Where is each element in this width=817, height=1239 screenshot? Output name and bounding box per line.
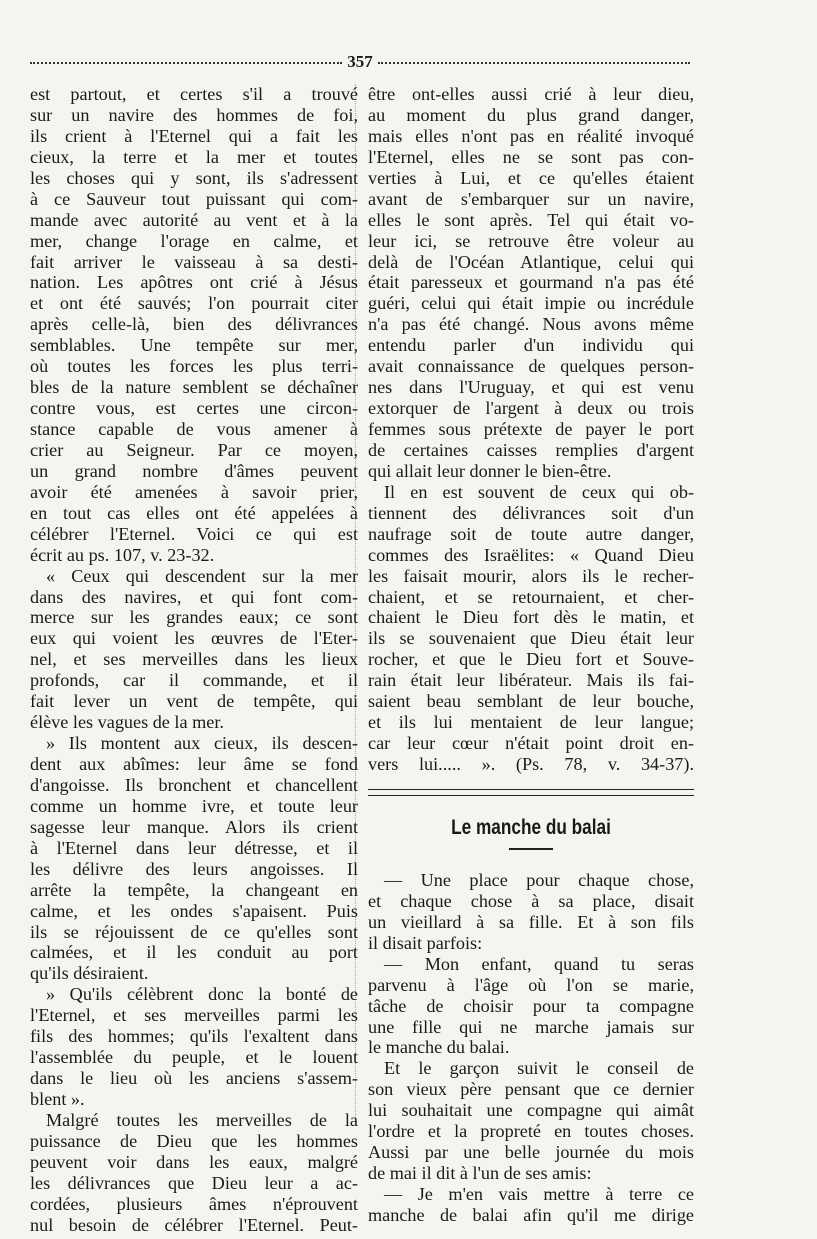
text-line: ils se réjouissent de ce qu'elles sont: [30, 921, 358, 942]
text-line: les délivrances que Dieu leur a ac-: [30, 1172, 358, 1193]
text-line: peuvent voir dans les eaux, malgré: [30, 1151, 358, 1172]
text-line: leur ici, se retrouve être voleur au: [368, 230, 694, 251]
text-line: arrête la tempête, la changeant en: [30, 879, 358, 900]
text-line: le manche du balai.: [368, 1037, 510, 1058]
text-line: l'assemblée du peuple, et le louent: [30, 1047, 358, 1068]
header-rule-left: [30, 62, 342, 64]
text-line: être ont-elles aussi crié à leur dieu,: [368, 84, 694, 104]
text-line: bles de la nature semblent se déchaîner: [30, 377, 358, 398]
text-line: entendu parler d'un individu qui: [368, 335, 694, 356]
text-line: rocher, et que le Dieu fort et Souve-: [368, 649, 694, 670]
title-dash: [509, 848, 553, 850]
text-line: naufrage soit de toute autre danger,: [368, 523, 694, 544]
right-column: [368, 84, 694, 1226]
article-body: [368, 870, 694, 1226]
text-line: eux qui voient les œuvres de l'Eter-: [30, 628, 358, 649]
text-line: à ce Sauveur tout puissant qui com-: [30, 188, 358, 209]
text-line: un grand nombre d'âmes peuvent: [30, 460, 358, 481]
text-line: est partout, et certes s'il a trouvé: [30, 84, 358, 104]
right-column-top-text: [368, 84, 694, 775]
text-line: cieux, la terre et la mer et toutes: [30, 146, 358, 167]
text-line: semblables. Une tempête sur mer,: [30, 335, 358, 356]
text-line: un vieillard à sa fille. Et à son fils: [368, 911, 694, 932]
text-line: dent aux abîmes: leur âme se fond: [30, 754, 358, 774]
text-line: dans des navires, et qui font com-: [30, 586, 358, 607]
text-line: fait arriver le vaisseau à sa desti-: [30, 251, 358, 272]
text-line: après celle-là, bien des délivrances: [30, 314, 358, 335]
text-line: nel, et ses merveilles dans les lieux: [30, 649, 358, 670]
text-line: avoir été amenées à savoir prier,: [30, 481, 358, 502]
text-line: profonds, car il commande, et il: [30, 670, 358, 691]
text-line: parvenu à l'âge où l'on se marie,: [368, 974, 694, 995]
text-line: stance capable de vous amener à: [30, 419, 358, 439]
text-line: en tout cas elles ont été appelées à: [30, 502, 358, 523]
text-line: » Qu'ils célèbrent donc la bonté de: [46, 984, 358, 1005]
text-line: tâche de choisir pour ta compagne: [368, 995, 694, 1016]
text-line: Il en est souvent de ceux qui ob-: [384, 481, 694, 502]
text-line: — Mon enfant, quand tu seras: [384, 953, 694, 974]
text-line: elles le sont après. Tel qui était vo-: [368, 209, 694, 230]
text-line: de mai il dit à l'un de ses amis:: [368, 1163, 592, 1184]
text-line: chaient, et se retournaient, et cher-: [368, 586, 694, 607]
text-line: et ils lui mentaient de leur langue;: [368, 712, 694, 733]
text-line: fait lever un vent de tempête, qui: [30, 691, 358, 712]
text-line: il disait parfois:: [368, 932, 483, 953]
text-line: — Une place pour chaque chose,: [384, 869, 694, 890]
text-line: qu'ils désiraient.: [30, 963, 149, 984]
text-line: rain était leur libérateur. Mais ils fai-: [368, 670, 694, 691]
text-line: fils des hommes; qu'ils l'exaltent dans: [30, 1026, 358, 1047]
text-line: nation. Les apôtres ont crié à Jésus: [30, 272, 358, 293]
text-line: calme, et les ondes s'apaisent. Puis: [30, 900, 358, 921]
text-line: de certaines caisses remplies d'argent: [368, 439, 694, 460]
text-line: l'Eternel, et ses merveilles parmi les: [30, 1005, 358, 1026]
text-line: l'ordre et la propreté en toutes choses.: [368, 1121, 694, 1142]
left-column: [30, 84, 358, 1236]
text-line: mer, change l'orage en calme, et: [30, 230, 358, 251]
article-title: Le manche du balai: [451, 815, 611, 839]
text-line: chaient le Dieu fort dès le matin, et: [368, 607, 694, 628]
text-line: cordées, plusieurs âmes n'éprouvent: [30, 1193, 358, 1214]
text-line: célébrer l'Eternel. Voici ce qui est: [30, 523, 358, 544]
text-line: Malgré toutes les merveilles de la: [46, 1109, 358, 1130]
text-line: calmées, et il les conduit au port: [30, 942, 358, 963]
text-line: comme un homme ivre, et toute leur: [30, 795, 358, 816]
text-line: puissance de Dieu que les hommes: [30, 1130, 358, 1151]
text-line: et ont été sauvés; l'on pourrait citer: [30, 293, 358, 314]
text-line: crier au Seigneur. Par ce moyen,: [30, 439, 358, 460]
text-line: au moment du plus grand danger,: [368, 104, 694, 125]
text-line: les faisait mourir, alors ils le recher-: [368, 565, 694, 586]
text-line: les délivre des leurs angoisses. Il: [30, 858, 358, 879]
section-separator: [368, 789, 694, 796]
text-line: les choses qui y sont, ils s'adressent: [30, 167, 358, 188]
text-line: commes des Israëlites: « Quand Dieu: [368, 544, 694, 565]
text-line: « Ceux qui descendent sur la mer: [46, 565, 358, 586]
text-line: tiennent des délivrances soit d'un: [368, 502, 694, 523]
text-line: verties à Lui, et ce qu'elles étaient: [368, 167, 694, 188]
text-line: mande avec autorité au vent et à la: [30, 209, 358, 230]
text-line: merce sur les grandes eaux; ce sont: [30, 607, 358, 628]
text-line: nul besoin de célébrer l'Eternel. Peut-: [30, 1214, 358, 1235]
text-line: Et le garçon suivit le conseil de: [384, 1058, 694, 1079]
text-line: sagesse leur manque. Alors ils crient: [30, 816, 358, 837]
text-line: mais elles n'ont pas en réalité invoqué: [368, 125, 694, 146]
text-line: l'Eternel, elles ne se sont pas con-: [368, 146, 694, 167]
text-line: guéri, celui qui était impie ou incrédule: [368, 293, 694, 314]
text-line: vers lui..... ». (Ps. 78, v. 34-37).: [368, 754, 694, 774]
text-line: à l'Eternel dans leur détresse, et il: [30, 837, 358, 858]
text-line: avait connaissance de quelques person-: [368, 356, 694, 377]
text-line: ils crient à l'Eternel qui a fait les: [30, 125, 358, 146]
text-line: qui allait leur donner le bien-être.: [368, 460, 612, 481]
text-line: — Je m'en vais mettre à terre ce: [384, 1184, 694, 1204]
text-line: écrit au ps. 107, v. 23-32.: [30, 544, 215, 565]
text-line: femmes sous prétexte de payer le port: [368, 419, 694, 439]
text-line: où toutes les forces les plus terri-: [30, 356, 358, 377]
text-line: son vieux père pensant que ce dernier: [368, 1079, 694, 1100]
text-line: Aussi par une belle journée du mois: [368, 1142, 694, 1163]
text-line: et chaque chose à sa place, disait: [368, 890, 694, 911]
text-line: nes dans l'Uruguay, et qui est venu: [368, 377, 694, 398]
text-line: une fille qui ne marche jamais sur: [368, 1016, 694, 1037]
text-line: était paresseux et gourmand n'a pas été: [368, 272, 694, 293]
text-line: » Ils montent aux cieux, ils descen-: [46, 733, 358, 754]
text-line: extorquer de l'argent à deux ou trois: [368, 398, 694, 419]
text-line: avant de s'embarquer sur un navire,: [368, 188, 694, 209]
text-line: manche de balai afin qu'il me dirige: [368, 1204, 694, 1225]
text-line: blent ».: [30, 1089, 85, 1109]
text-line: d'angoisse. Ils bronchent et chancellent: [30, 774, 358, 795]
text-line: n'a pas été changé. Nous avons même: [368, 314, 694, 335]
text-line: contre vous, est certes une circon-: [30, 398, 358, 419]
text-line: car leur cœur n'était point droit en-: [368, 733, 694, 754]
text-line: dans le lieu où les anciens s'assem-: [30, 1068, 358, 1089]
header-rule-right: [378, 62, 690, 64]
text-line: sur un navire des hommes de foi,: [30, 104, 358, 125]
text-line: lui souhaitait une compagne qui aimât: [368, 1100, 694, 1121]
page-header: [30, 52, 690, 72]
text-line: saient beau semblant de leur bouche,: [368, 691, 694, 712]
text-line: élève les vagues de la mer.: [30, 712, 224, 733]
text-line: ils se souvenaient que Dieu était leur: [368, 628, 694, 649]
page-number: 357: [347, 52, 373, 71]
text-line: delà de l'Océan Atlantique, celui qui: [368, 251, 694, 272]
